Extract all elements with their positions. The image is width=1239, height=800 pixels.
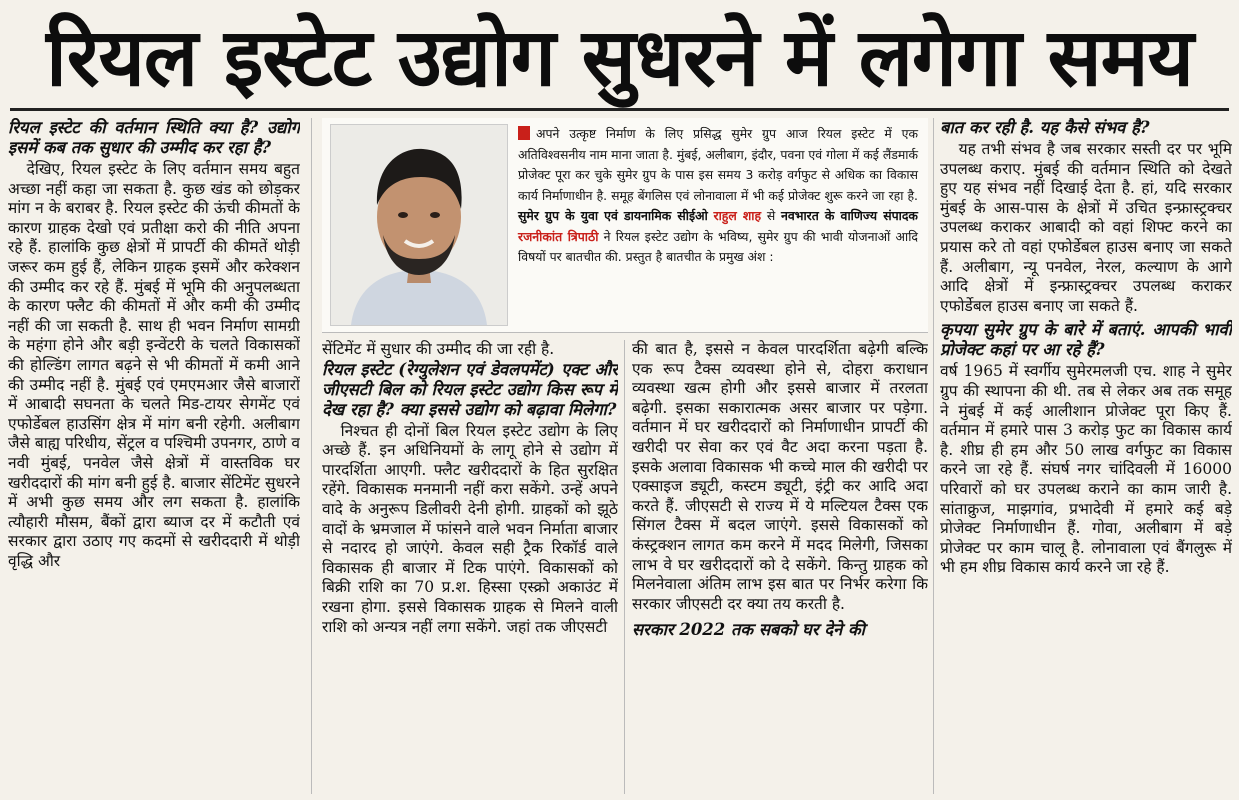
intro-box — [322, 118, 928, 333]
article-column-4 — [940, 118, 1232, 798]
answer-paragraph: देखिए, रियल इस्टेट के लिए वर्तमान समय बहुत अच्छा नहीं कहा जा सकता है. कुछ खंड को छोड़कर मांग न के बराबर है. रियल इस्टेट की ऊंची कीमतों के कारण ग्राहक देखो एवं प्रतीक्षा करो की नीति अपना रहे हैं. हालांकि कुछ क्षेत्रों में प्रापर्टी की कीमतें थोड़ी जरूर कम हुई हैं, लेकिन ग्राहक इसमें और करेक्शन की उम्मीद कर रहे हैं. मुंबई में भूमि की अनुपलब्धता के कारण फ्लैट की कीमतों में और कमी की उम्मीद नहीं की जा सकती है. साथ ही भवन निर्माण सामग्री के महंगा होने और बड़ी इन्वेंटरी के चलते विकासकों की होल्डिंग लागत बढ़ने से भी कीमतों में कमी आने की उम्मीद नहीं है. मुंबई एवं एमएमआर जैसे बाजारों में आबादी सघनता के चलते मिड-टायर सेगमेंट एवं एफोर्डेबल हाउसिंग क्षेत्र में मांग बनी रहेगी. अलीबाग जैसे बाह्य परिधीय, सेंट्रल व पश्चिमी उपनगर, ठाणे व नवी मुंबई, पनवेल जैसे क्षेत्रों में वास्तविक घर खरीददारों की मांग बनी हुई है. बाजार सेंटिमेंट सुधरने में अभी कुछ समय और लग सकता है. हालांकि त्यौहारी मौसम, बैंकों द्वारा ब्याज दर में कटौती एवं सरकार द्वारा उठाए गए कदमों से खरीददारी में थोड़ी वृद्धि और — [8, 160, 300, 570]
answer-paragraph: सेंटिमेंट में सुधार की उम्मीद की जा रही है. — [322, 340, 555, 358]
question-heading: बात कर रही है. यह कैसे संभव है? — [940, 118, 1150, 137]
intro-ending: ने रियल इस्टेट उद्योग के भविष्य, सुमेर ग्रुप की भावी योजनाओं आदि विषयों पर बातचीत की. प्रस्तुत है बातचीत के प्रमुख अंश : — [518, 228, 918, 264]
intro-connector: से — [766, 208, 776, 223]
interviewer-name: रजनीकांत त्रिपाठी — [518, 228, 599, 244]
interviewee-name: राहुल शाह — [713, 208, 762, 223]
question-heading: सरकार 2022 तक सबको घर देने की — [632, 620, 865, 640]
intro-bold: सुमेर ग्रुप के युवा एवं डायनामिक सीईओ — [518, 208, 708, 223]
column-divider — [933, 118, 934, 794]
portrait-photo — [330, 124, 508, 326]
article-column-1 — [8, 118, 300, 798]
question-heading: रियल इस्टेट की वर्तमान स्थिति क्या है? उद्योग इसमें कब तक सुधार की उम्मीद कर रहा है? — [8, 118, 300, 157]
intro-text — [518, 124, 918, 268]
column-divider — [624, 340, 625, 794]
question-heading: रियल इस्टेट (रेग्युलेशन एवं डेवलपमेंट) एक्ट और जीएसटी बिल को रियल इस्टेट उद्योग किस रूप में देख रहा है? क्या इससे उद्योग को बढ़ावा मिलेगा? — [322, 359, 618, 419]
headline-rule — [10, 108, 1229, 111]
intro-paragraph: अपने उत्कृष्ट निर्माण के लिए प्रसिद्ध सुमेर ग्रुप आज रियल इस्टेट में एक अतिविश्वसनीय नाम माना जाता है. मुंबई, अलीबाग, इंदौर, पवना एवं गोला में कई लैंडमार्क प्रोजेक्ट पूरा कर चुके सुमेर ग्रुप के पास इस समय 3 करोड़ वर्गफुट से अधिक का विकास कार्य निर्माणाधीन है. समूह बेंगलिस एवं लोनावाला में भी कई प्रोजेक्ट शुरू करने जा रहा है. — [518, 126, 918, 203]
answer-paragraph: वर्ष 1965 में स्वर्गीय सुमेरमलजी एच. शाह ने सुमेर ग्रुप की स्थापना की थी. तब से लेकर अब तक समूह ने मुंबई में कई आलीशान प्रोजेक्ट पूरा किए हैं. वर्तमान में हमारे पास 3 करोड़ फुट का विकास कार्य है. शीघ्र ही हम और 50 लाख वर्गफुट का विकास करने जा रहे हैं. संघर्ष नगर चांदिवली में 16000 परिवारों को घर उपलब्ध कराने का काम जारी है. सांताक्रुज, माझगांव, प्रभादेवी में हमारे कई बड़े प्रोजेक्ट निर्माणाधीन हैं. गोवा, अलीबाग में बड़े प्रोजेक्ट पर काम चालू है. लोनावाला एवं बैंगलुरू में भी हम शीघ्र विकास कार्य करने जा रहे हैं. — [940, 362, 1232, 577]
intro-bold: नवभारत के वाणिज्य संपादक — [780, 208, 918, 223]
article-column-2 — [322, 340, 618, 798]
answer-paragraph: की बात है, इससे न केवल पारदर्शिता बढ़ेगी बल्कि एक रूप टैक्स व्यवस्था होने से, दोहरा कराधान व्यवस्था खत्म होगी और इससे बाजार में तरलता बढ़ेगी. इसका सकारात्मक असर बाजार पर पड़ेगा. वर्तमान में घर खरीददारों को निर्माणाधीन प्रापर्टी की खरीदी पर सेवा कर एवं वैट अदा करना पड़ता है. इसके अलावा विकासक भी कच्चे माल की खरीदी पर एक्साइज ड्यूटी, कस्टम ड्यूटी, इंट्री कर आदि अदा करते हैं. जीएसटी से राज्य में ये मल्टियल टैक्स एक सिंगल टैक्स में बदल जाएंगे. इससे विकासकों को कंस्ट्रक्शन लागत कम करने में मदद मिलेगी, जिसका लाभ वे घर खरीददारों को दे सकेंगे. किन्तु ग्राहक को मिलनेवाला अंतिम लाभ इस बात पर निर्भर करेगा कि सरकार जीएसटी दर क्या तय करती है. — [632, 340, 928, 613]
article-column-3 — [632, 340, 928, 798]
question-heading: कृपया सुमेर ग्रुप के बारे में बताएं. आपकी भावी प्रोजेक्ट कहां पर आ रहे हैं? — [940, 320, 1232, 360]
red-marker — [518, 126, 530, 140]
answer-paragraph: निश्चत ही दोनों बिल रियल इस्टेट उद्योग के लिए अच्छे हैं. इन अधिनियमों के लागू होने से उद्योग में पारदर्शिता आएगी. फ्लैट खरीददारों के हित सुरक्षित रहेंगे. विकासक मनमानी नहीं करा सकेंगे. उन्हें अपने वादे के अनुरूप डिलीवरी देनी होगी. ग्राहकों को झूठे वादों के भ्रमजाल में फांसने वाले भवन निर्माता बाजार से नदारद हो जाएंगे. केवल सही ट्रैक रिकॉर्ड वाले विकासक ही बाजार में टिक पाएंगे. विकासकों को बिक्री राशि का 70 प्र.श. हिस्सा एस्क्रो अकाउंट में रखना होगा. इससे विकासक ग्राहक से मिलने वाली राशि को अन्यत्र नहीं लगा सकेंगे. जहां तक जीएसटी — [322, 421, 618, 636]
answer-paragraph: यह तभी संभव है जब सरकार सस्ती दर पर भूमि उपलब्ध कराए. मुंबई की वर्तमान स्थिति को देखते हुए यह संभव नहीं दिखाई देता है. हां, यदि सरकार मुंबई के आस-पास के क्षेत्रों में उचित इन्फ्रास्ट्रक्चर उपलब्ध कराकर आबादी को वहां शिफ्ट करने का प्रयास करे तो वहां एफोर्डेबल हाउस बनाए जा सकते हैं. अलीबाग, न्यू पनवेल, नेरल, कल्याण के आगे आदि क्षेत्रों में इन्फ्रास्ट्रक्चर उपलब्ध कराकर एफोर्डेबल हाउस बनाए जा सकते हैं. — [940, 140, 1232, 315]
page-headline: रियल इस्टेट उद्योग सुधरने में लगेगा समय — [46, 10, 1193, 104]
column-divider — [311, 118, 312, 794]
